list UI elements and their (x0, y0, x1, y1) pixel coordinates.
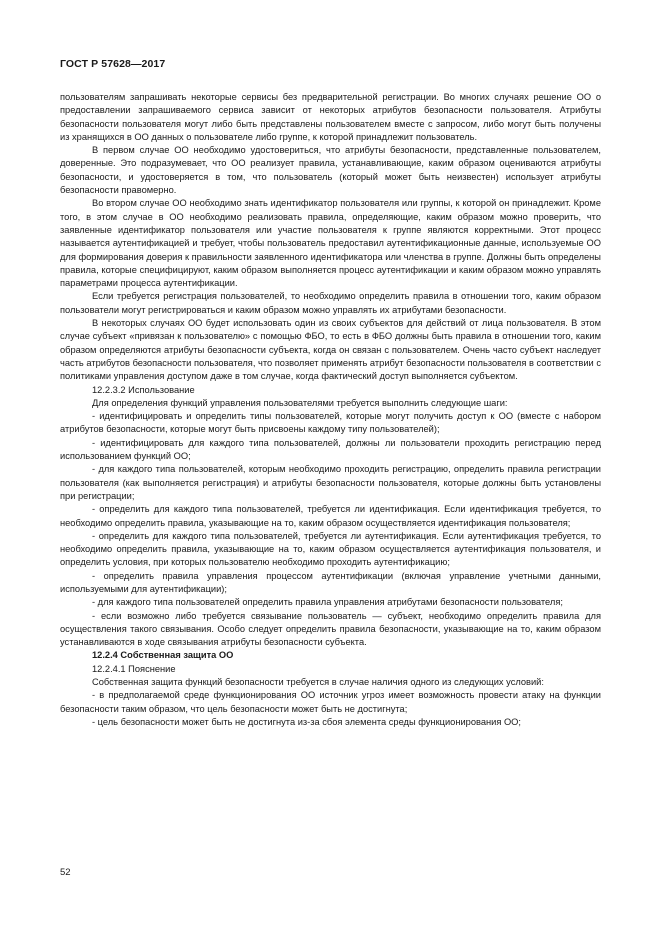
list-item: - для каждого типа пользователей, которым необходимо проходить регистрацию, определить правила регистрации пользователя (как выполняется регистрация) и атрибуты безопасности пользователя, которые должны быть установлены при регистрации; (60, 464, 601, 501)
page-number: 52 (60, 867, 71, 878)
paragraph: Собственная защита функций безопасности требуется в случае наличия одного из следующих условий: (92, 677, 544, 688)
paragraph: В первом случае ОО необходимо удостовериться, что атрибуты безопасности, представленные пользователем, доверенные. Это подразумевает, что ОО реализует правила, устанавливающие, каким образом оцениваются атрибуты безопасности, и удостоверяется в том, что пользователь (который может быть неизвестен) использует атрибуты безопасности правомерно. (60, 145, 601, 196)
list-item: - определить правила управления процессом аутентификации (включая управление учетными данными, используемыми для аутентификации); (60, 570, 601, 594)
section-heading: 12.2.4 Собственная защита ОО (92, 650, 234, 661)
paragraph: Если требуется регистрация пользователей, то необходимо определить правила в отношении того, каким образом пользователи могут регистрироваться и каким образом можно управлять их атрибутами безопасности. (60, 291, 601, 315)
list-item: - если возможно либо требуется связывание пользователь — субъект, необходимо определить правила для осуществления такого связывания. Особо следует определить правила безопасности, указывающие на то, каким образом устанавливаются в ходе связывания атрибуты безопасности субъекта. (60, 610, 601, 648)
paragraph: 12.2.4.1 Пояснение (92, 663, 176, 674)
list-item: - определить для каждого типа пользователей, требуется ли аутентификация. Если аутентификация требуется, то необходимо определить правила, указывающие на то, каким образом осуществляется аутентификация пользователя, и определить условия, при которых пользователю необходимо проходить аутентификацию; (60, 530, 601, 568)
paragraph: Во втором случае ОО необходимо знать идентификатор пользователя или группы, к которой он принадлежит. Кроме того, в этом случае в ОО необходимо реализовать правила, определяющие, каким образом можно проверить, что заявленные идентификатор пользователя или участие пользователя к группе являются корректными. Этот процесс называется аутентификацией и требует, чтобы пользователь предоставил аутентификационные данные, используемые ОО для формирования доверия к правильности заявленного идентификатора или членства в группе. Должны быть определены правила, которые специфицируют, каким образом выполняется процесс аутентификации и каким образом можно управлять параметрами процесса аутентификации. (60, 198, 601, 289)
list-item: - идентифицировать для каждого типа пользователей, должны ли пользователи проходить регистрацию перед использованием функций ОО; (60, 437, 601, 462)
paragraph: пользователям запрашивать некоторые сервисы без предварительной регистрации. Во многих случаях решение ОО о предоставлении запрашиваемого сервиса зависит от некоторых атрибутов безопасности пользователя. Атрибуты безопасности пользователя могут либо быть представлены пользователем вместе с запросом, либо могут быть получены из хранящихся в ОО данных о пользователе либо группе, к которой принадлежит пользователь. (60, 92, 601, 142)
paragraph: Для определения функций управления пользователями требуется выполнить следующие шаги: (92, 397, 508, 408)
document-body (60, 91, 601, 729)
list-item: - идентифицировать и определить типы пользователей, которые могут получить доступ к ОО (вместе с набором атрибутов безопасности, которые могут быть присвоены каждому типу пользователей); (60, 411, 601, 435)
document-header: ГОСТ Р 57628—2017 (60, 58, 166, 70)
paragraph: В некоторых случаях ОО будет использовать один из своих субъектов для действий от лица пользователя. В этом случае субъект «привязан к пользователю» с помощью ФБО, то есть в ФБО должны быть правила в отношении того, каким образом определяются атрибуты безопасности субъекта, когда он связан с пользователем. Очень часто субъект наследует часть атрибутов безопасности пользователя, что позволяет применять атрибут безопасности пользователя в соответствии с политиками управления доступом даже в том случае, когда фактический доступ выполняется субъектом. (60, 318, 601, 382)
list-item: - для каждого типа пользователей определить правила управления атрибутами безопасности пользователя; (92, 597, 563, 608)
list-item: - определить для каждого типа пользователей, требуется ли идентификация. Если идентификация требуется, то необходимо определить правила, указывающие на то, каким образом осуществляется идентификация пользователя; (60, 504, 601, 528)
list-item: - цель безопасности может быть не достигнута из-за сбоя элемента среды функционирования ОО; (92, 716, 521, 727)
paragraph: 12.2.3.2 Использование (92, 384, 195, 395)
list-item: - в предполагаемой среде функционирования ОО источник угроз имеет возможность провести атаку на функции безопасности таким образом, что цель безопасности может быть не достигнута; (60, 690, 601, 714)
